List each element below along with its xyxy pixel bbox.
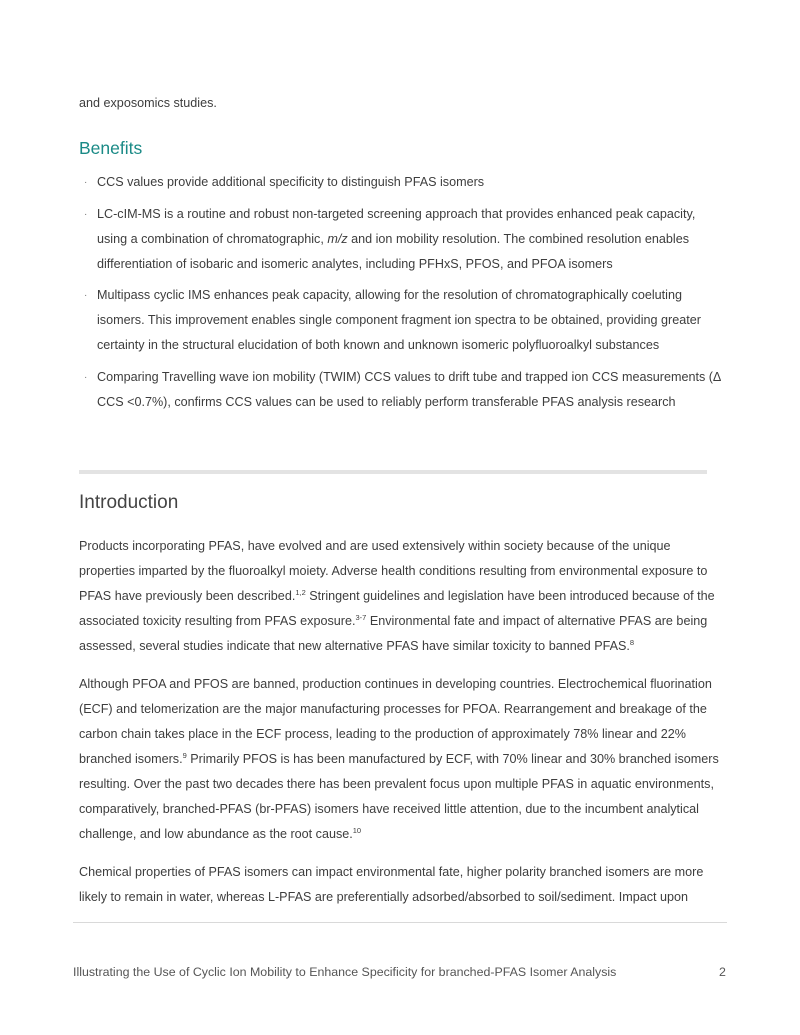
page-number: 2 — [719, 965, 726, 979]
benefit-text: CCS values provide additional specificity to distinguish PFAS isomers — [97, 175, 485, 189]
section-divider — [79, 470, 707, 474]
continued-text: and exposomics studies. — [79, 96, 217, 110]
citation: 9 — [182, 750, 187, 760]
citation: 1,2 — [295, 587, 306, 597]
intro-paragraph — [79, 672, 725, 847]
citation: 3-7 — [355, 612, 367, 622]
introduction-body — [79, 534, 725, 923]
benefit-text: and ion mobility resolution. The combined resolution enables differentiation of isobaric and isomeric analytes, including PFHxS, PFOS, and PFOA isomers — [97, 231, 690, 271]
benefit-item — [79, 283, 725, 358]
intro-text: Products incorporating PFAS, have evolved and are used extensively within society because of the unique properties imparted by the fluoroalkyl moiety. Adverse health conditions resulting from environmental exposure to PFAS have previously been described. — [79, 539, 708, 603]
benefit-text: Comparing Travelling wave ion mobility (TWIM) CCS values to drift tube and trapped ion CCS measurements (Δ CCS <0.7%), confirms CCS values can be used to reliably perform transferable PFAS analysis research — [97, 369, 721, 409]
footer-title: Illustrating the Use of Cyclic Ion Mobility to Enhance Specificity for branched-PFAS Isomer Analysis — [73, 965, 617, 979]
intro-text: Stringent guidelines and legislation have been introduced because of the associated toxicity resulting from PFAS exposure. — [79, 589, 715, 628]
benefit-item — [79, 170, 725, 195]
intro-paragraph — [79, 534, 725, 659]
benefits-list — [79, 170, 725, 421]
bullet-icon: · — [84, 208, 88, 220]
mz-term: m/z — [327, 231, 348, 246]
bullet-icon: · — [84, 290, 88, 301]
benefit-text: Multipass cyclic IMS enhances peak capacity, allowing for the resolution of chromatographically coeluting isomers. This improvement enables single component fragment ion spectra to be obtained, providing greater certainty in the structural elucidation of both known and unknown isomeric polyfluoroalkyl substances — [97, 288, 701, 352]
footer-divider — [73, 922, 727, 923]
benefit-text: LC-cIM-MS is a routine and robust non-targeted screening approach that provides enhanced peak capacity, using a combination of chromatographic, — [97, 206, 696, 246]
intro-text: Environmental fate and impact of alternative PFAS are being assessed, several studies indicate that new alternative PFAS have similar toxicity to banned PFAS. — [79, 614, 708, 653]
introduction-heading: Introduction — [79, 492, 179, 513]
intro-paragraph: Chemical properties of PFAS isomers can impact environmental fate, higher polarity branched isomers are more likely to remain in water, whereas L-PFAS are preferentially adsorbed/absorbed to soil/sediment. Impact upon — [79, 865, 704, 904]
citation: 8 — [629, 637, 635, 647]
intro-text: Primarily PFOS is has been manufactured by ECF, with 70% linear and 30% branched isomers resulting. Over the past two decades there has been prevalent focus upon multiple PFAS in aquatic environments, comparatively, branched-PFAS (br-PFAS) isomers have received little attention, due to the incumbent analytical challenge, and low abundance as the root cause. — [79, 752, 719, 841]
bullet-icon: · — [84, 177, 88, 188]
bullet-icon: · — [84, 371, 88, 383]
benefit-item — [79, 365, 725, 415]
benefits-heading: Benefits — [79, 138, 143, 158]
intro-text: Although PFOA and PFOS are banned, production continues in developing countries. Electrochemical fluorination (ECF) and telomerization are the major manufacturing processes for PFOA. Rearrangement and breakage of the carbon chain takes place in the ECF process, leading to the production of approximately 78% linear and 22% branched isomers. — [79, 677, 712, 766]
citation: 10 — [352, 825, 362, 835]
benefit-item — [79, 202, 725, 277]
